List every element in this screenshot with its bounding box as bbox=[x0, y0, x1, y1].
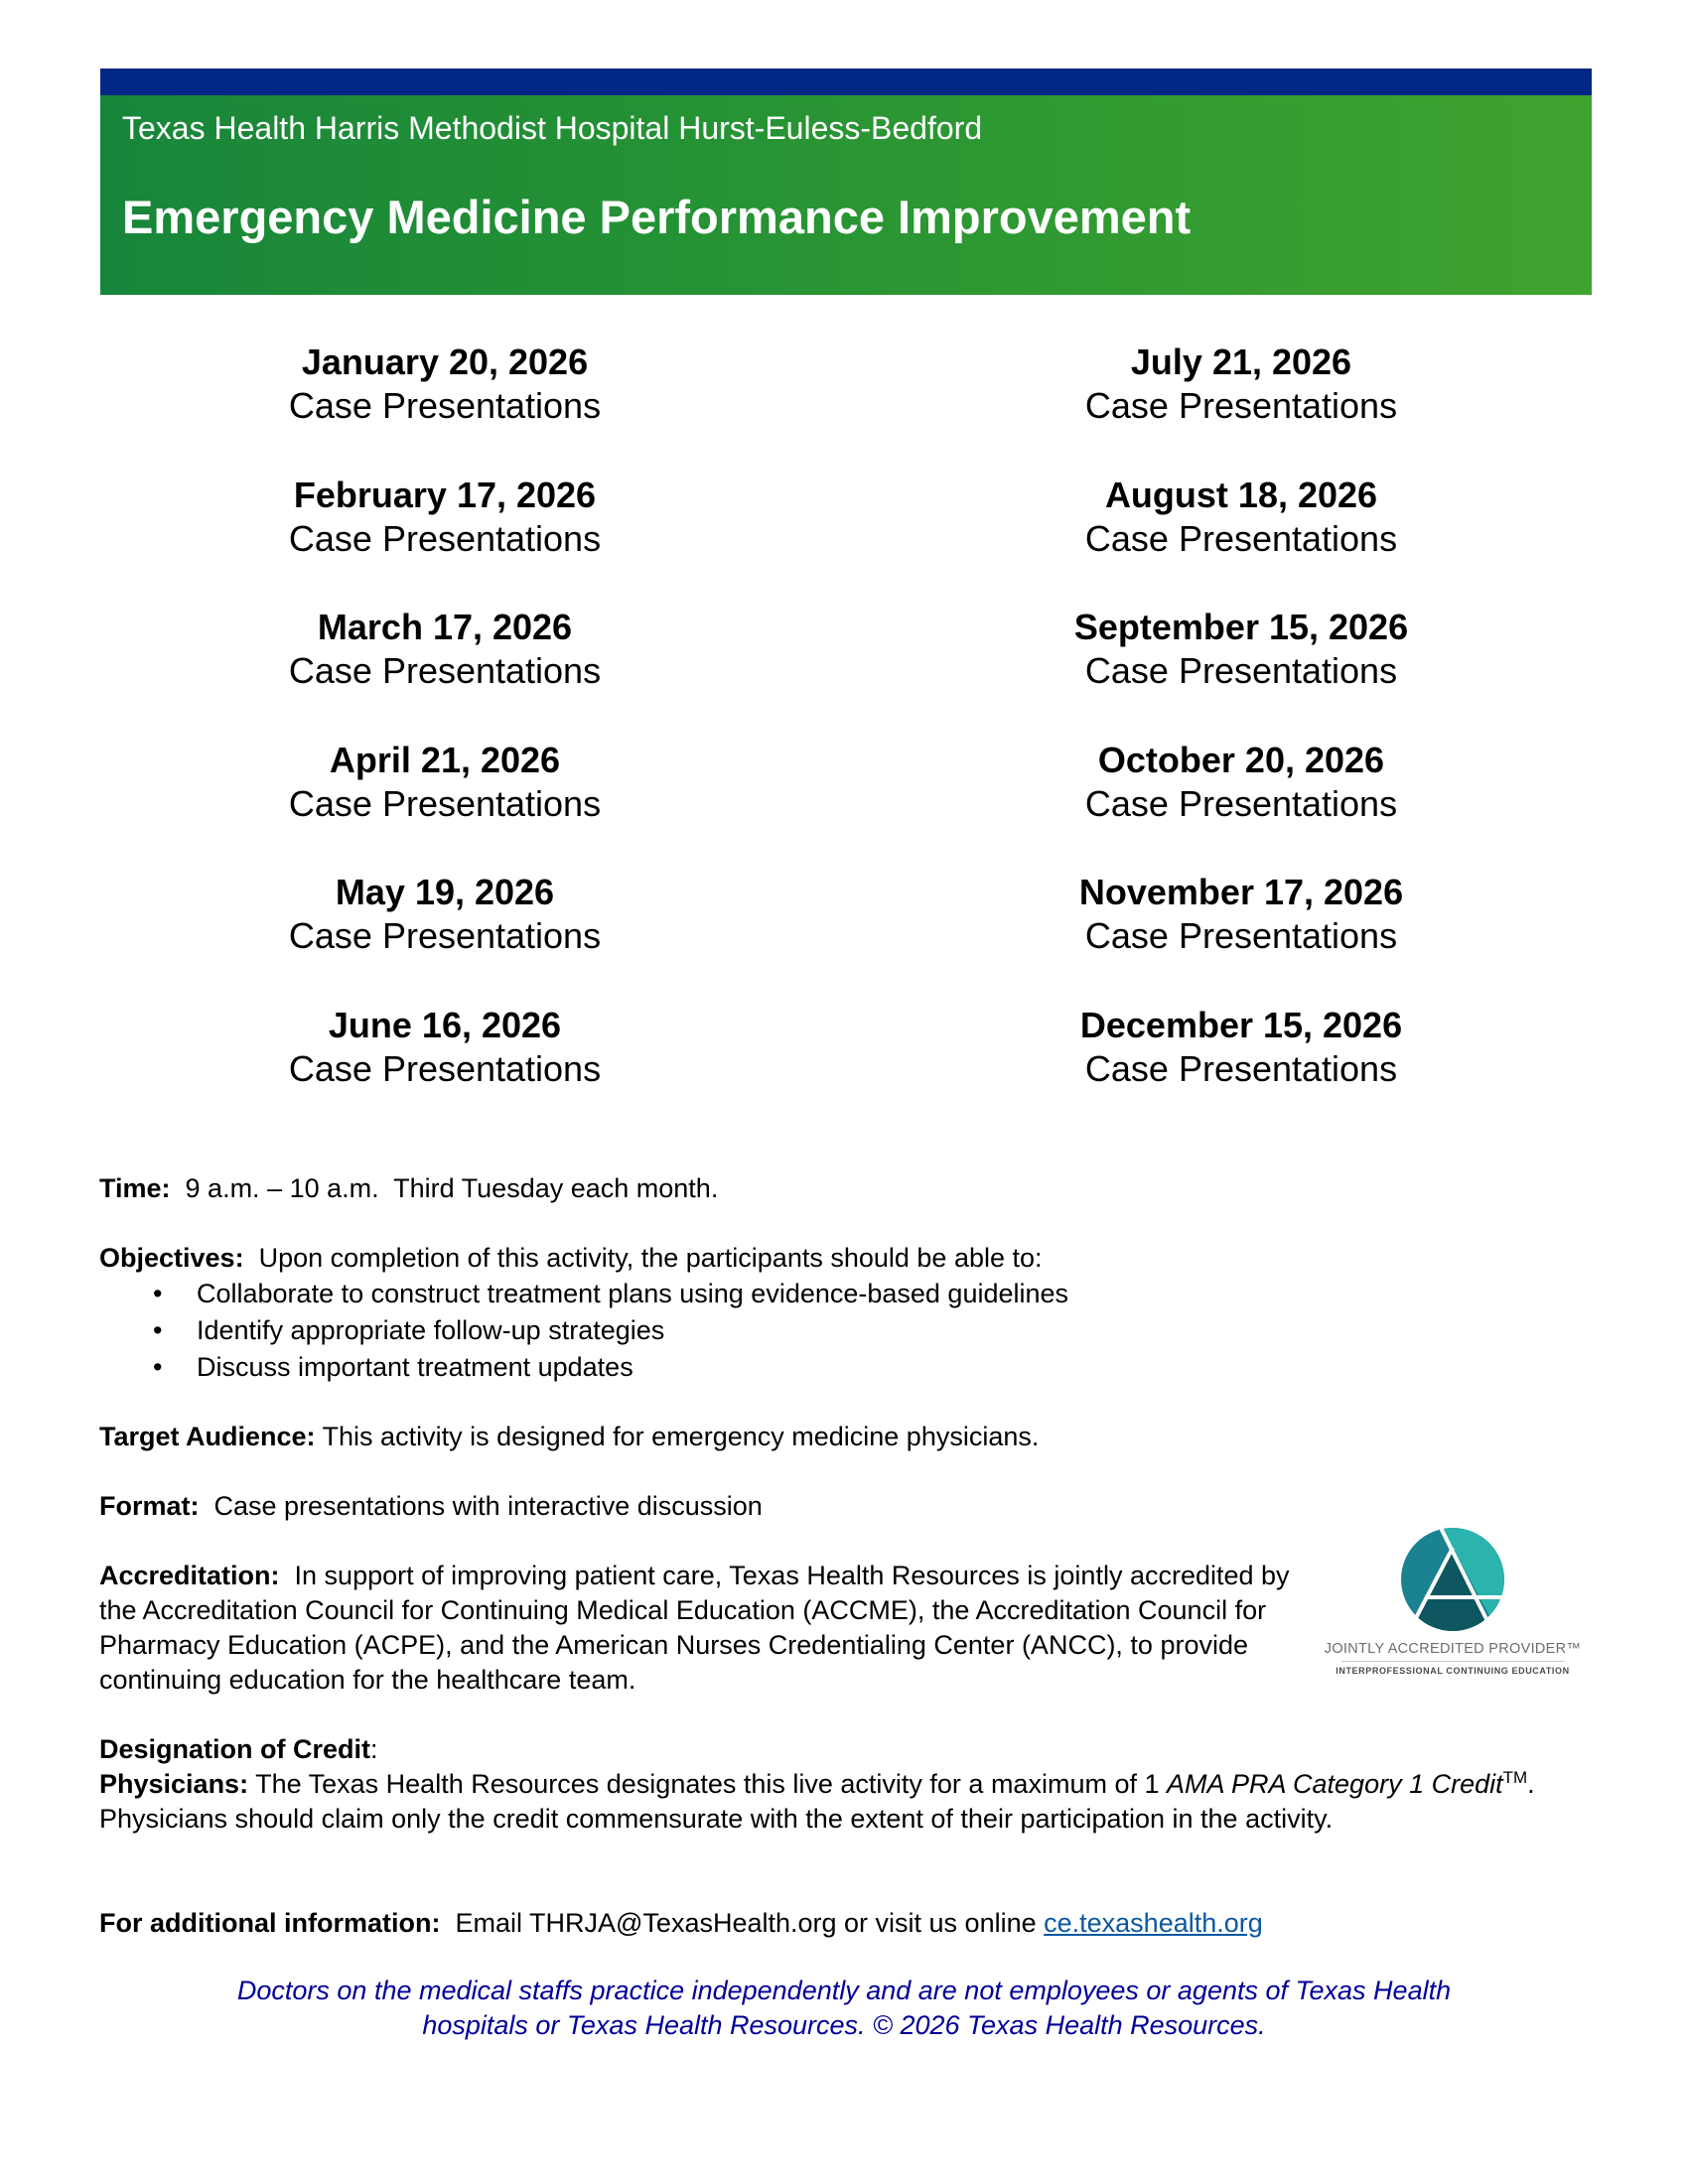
format-text: Case presentations with interactive discussion bbox=[199, 1491, 763, 1521]
objectives-intro bbox=[99, 1241, 1589, 1276]
target-audience-label: Target Audience: bbox=[99, 1422, 316, 1451]
designation-text-after: . Physicians should claim only the credit commensurate with the extent of their participation in the activity. bbox=[99, 1769, 1550, 1834]
designation-colon: : bbox=[370, 1734, 378, 1764]
list-item bbox=[99, 1276, 1589, 1312]
session-date: November 17, 2026 bbox=[1078, 872, 1404, 913]
session-date: October 20, 2026 bbox=[1097, 739, 1385, 780]
session-date: September 15, 2026 bbox=[1073, 607, 1409, 648]
session-date: February 17, 2026 bbox=[293, 474, 597, 515]
accreditation-section bbox=[99, 1559, 1311, 1698]
session-item bbox=[943, 606, 1539, 739]
target-audience-section bbox=[99, 1420, 1589, 1454]
accreditation-logo-icon bbox=[1397, 1524, 1508, 1635]
credit-name: AMA PRA Category 1 Credit bbox=[1167, 1769, 1503, 1799]
header-blue-band bbox=[100, 68, 1592, 95]
trademark-mark: TM bbox=[1502, 1768, 1528, 1787]
logo-caption: JOINTLY ACCREDITED PROVIDER™ bbox=[1324, 1641, 1582, 1657]
objectives-list bbox=[99, 1276, 1589, 1386]
session-date: May 19, 2026 bbox=[335, 872, 555, 913]
session-type: Case Presentations bbox=[1084, 650, 1398, 692]
logo-divider bbox=[1341, 1661, 1565, 1662]
logo-subcaption: INTERPROFESSIONAL CONTINUING EDUCATION bbox=[1336, 1666, 1570, 1676]
designation-heading bbox=[99, 1732, 1579, 1767]
schedule-column-right bbox=[943, 341, 1539, 1137]
session-item bbox=[943, 871, 1539, 1004]
accreditation-text: In support of improving patient care, Texas Health Resources is jointly accredited by the Accreditation Council for Continuing Medical Education (ACCME), the Accreditation Council for Pharmacy Education (ACPE), and the American Nurses Credentialing Center (ANCC), to provide continuing education for the healthcare team. bbox=[99, 1561, 1298, 1695]
session-type: Case Presentations bbox=[1084, 517, 1398, 559]
session-date: August 18, 2026 bbox=[1104, 474, 1378, 515]
time-section bbox=[99, 1171, 1589, 1206]
designation-text-before: The Texas Health Resources designates this live activity for a maximum of 1 bbox=[248, 1769, 1167, 1799]
hospital-name: Texas Health Harris Methodist Hospital Hurst-Euless-Bedford bbox=[122, 110, 983, 146]
session-date: December 15, 2026 bbox=[1079, 1004, 1403, 1045]
objective-text: Collaborate to construct treatment plans using evidence-based guidelines bbox=[197, 1279, 1069, 1308]
objectives-section bbox=[99, 1241, 1589, 1386]
session-type: Case Presentations bbox=[1084, 915, 1398, 957]
session-item bbox=[943, 739, 1539, 872]
objectives-label: Objectives: bbox=[99, 1243, 244, 1273]
session-type: Case Presentations bbox=[288, 650, 602, 692]
session-item bbox=[147, 341, 743, 474]
session-item bbox=[147, 1004, 743, 1137]
session-type: Case Presentations bbox=[288, 517, 602, 559]
additional-info-text: Email THRJA@TexasHealth.org or visit us online bbox=[440, 1908, 1045, 1938]
target-audience-text: This activity is designed for emergency medicine physicians. bbox=[315, 1422, 1040, 1451]
objective-text: Discuss important treatment updates bbox=[197, 1352, 633, 1382]
session-type: Case Presentations bbox=[288, 782, 602, 824]
format-label: Format: bbox=[99, 1491, 200, 1521]
disclaimer-footer bbox=[99, 1974, 1589, 2043]
session-item bbox=[943, 474, 1539, 607]
accreditation-label: Accreditation: bbox=[99, 1561, 280, 1590]
session-item bbox=[147, 606, 743, 739]
disclaimer-line-1: Doctors on the medical staffs practice independently and are not employees or agents of Texas Health bbox=[236, 1976, 1452, 2005]
session-item bbox=[943, 341, 1539, 474]
header-green-panel bbox=[100, 95, 1592, 295]
session-type: Case Presentations bbox=[1084, 782, 1398, 824]
ce-website-link[interactable]: ce.texashealth.org bbox=[1044, 1908, 1263, 1938]
session-type: Case Presentations bbox=[288, 385, 602, 426]
objectives-text: Upon completion of this activity, the participants should be able to: bbox=[243, 1243, 1043, 1273]
session-type: Case Presentations bbox=[1084, 1047, 1398, 1089]
designation-label: Designation of Credit bbox=[99, 1734, 371, 1764]
session-date: January 20, 2026 bbox=[301, 341, 589, 382]
session-type: Case Presentations bbox=[288, 915, 602, 957]
list-item bbox=[99, 1349, 1589, 1386]
bullet-icon: • bbox=[153, 1279, 163, 1308]
bullet-icon: • bbox=[153, 1352, 163, 1382]
additional-info-label: For additional information: bbox=[99, 1908, 441, 1938]
session-item bbox=[943, 1004, 1539, 1137]
additional-info-section bbox=[99, 1906, 1589, 1941]
session-item bbox=[147, 871, 743, 1004]
session-item bbox=[147, 739, 743, 872]
session-date: March 17, 2026 bbox=[317, 607, 573, 648]
session-item bbox=[147, 474, 743, 607]
designation-section bbox=[99, 1732, 1579, 1837]
header-banner bbox=[100, 68, 1592, 295]
time-label: Time: bbox=[99, 1173, 171, 1203]
physicians-label: Physicians: bbox=[99, 1769, 249, 1799]
disclaimer-line-2: hospitals or Texas Health Resources. © 2026 Texas Health Resources. bbox=[422, 2010, 1266, 2040]
session-type: Case Presentations bbox=[1084, 385, 1398, 426]
objective-text: Identify appropriate follow-up strategies bbox=[197, 1315, 665, 1345]
jointly-accredited-provider-logo bbox=[1309, 1524, 1597, 1703]
list-item bbox=[99, 1312, 1589, 1349]
session-date: April 21, 2026 bbox=[329, 739, 561, 780]
session-date: June 16, 2026 bbox=[328, 1004, 562, 1045]
session-date: July 21, 2026 bbox=[1130, 341, 1352, 382]
program-title: Emergency Medicine Performance Improvement bbox=[122, 191, 1192, 243]
bullet-icon: • bbox=[153, 1315, 163, 1345]
time-text: 9 a.m. – 10 a.m. Third Tuesday each month. bbox=[170, 1173, 719, 1203]
format-section bbox=[99, 1489, 1589, 1524]
physicians-credit-text bbox=[99, 1767, 1579, 1837]
session-type: Case Presentations bbox=[288, 1047, 602, 1089]
schedule-column-left bbox=[147, 341, 743, 1137]
